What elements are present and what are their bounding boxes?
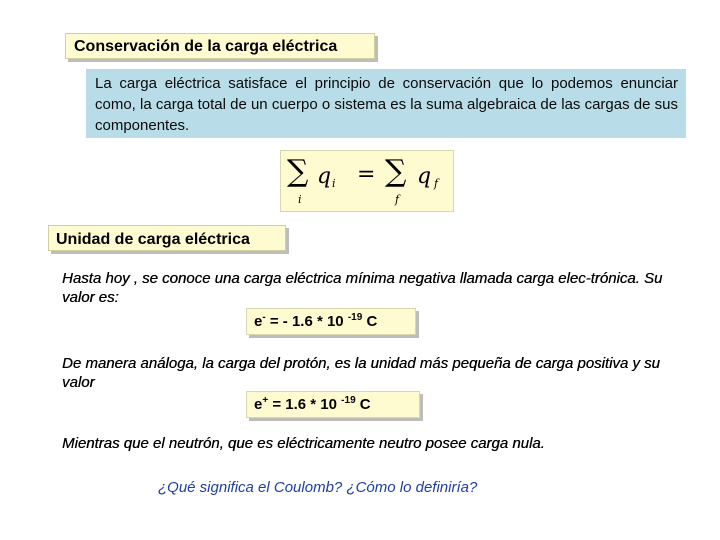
conservation-paragraph: La carga eléctrica satisface el principio de conservación que lo podemos enunciar como, la carga total de un cuerpo o sistema es la suma algebraica de las cargas de sus componentes. xyxy=(86,69,686,138)
conservation-formula xyxy=(280,150,454,212)
proton-expression: = 1.6 * 10 xyxy=(268,396,342,413)
electron-symbol: e xyxy=(254,313,263,330)
section-title-conservation: Conservación de la carga eléctrica xyxy=(65,33,375,59)
proton-sign: + xyxy=(262,395,269,406)
rhs-subscript: f xyxy=(434,177,439,190)
formula-graphic xyxy=(281,151,453,211)
electron-exponent: -19 xyxy=(347,312,363,323)
electron-sign: - xyxy=(262,312,266,323)
equals-sign: = xyxy=(357,162,376,187)
lhs-subscript: i xyxy=(332,177,336,190)
rhs-variable: q xyxy=(417,164,432,189)
lhs-variable: q xyxy=(317,164,332,189)
proton-unit: C xyxy=(355,396,371,413)
section-title-unit: Unidad de carga eléctrica xyxy=(48,225,286,251)
proton-exponent: -19 xyxy=(341,395,356,406)
electron-unit: C xyxy=(362,313,378,330)
coulomb-question: ¿Qué significa el Coulomb? ¿Cómo lo definiría? xyxy=(158,479,478,496)
neutron-paragraph: Mientras que el neutrón, que es eléctricamente neutro posee carga nula. xyxy=(62,435,545,452)
rhs-sum-index: f xyxy=(395,193,400,206)
lhs-sum-index: i xyxy=(298,193,302,206)
electron-charge-value xyxy=(246,308,416,335)
lhs-sum-symbol: ∑ xyxy=(287,154,309,189)
proton-paragraph: De manera análoga, la carga del protón, es la unidad más pequeña de carga positiva y su valor xyxy=(62,355,660,391)
electron-paragraph: Hasta hoy , se conoce una carga eléctrica mínima negativa llamada carga elec-trónica. Su valor es: xyxy=(62,270,663,306)
electron-expression: = - 1.6 * 10 xyxy=(265,313,348,330)
proton-charge-value xyxy=(246,391,420,418)
proton-symbol: e xyxy=(254,396,263,413)
rhs-sum-symbol: ∑ xyxy=(385,154,407,189)
